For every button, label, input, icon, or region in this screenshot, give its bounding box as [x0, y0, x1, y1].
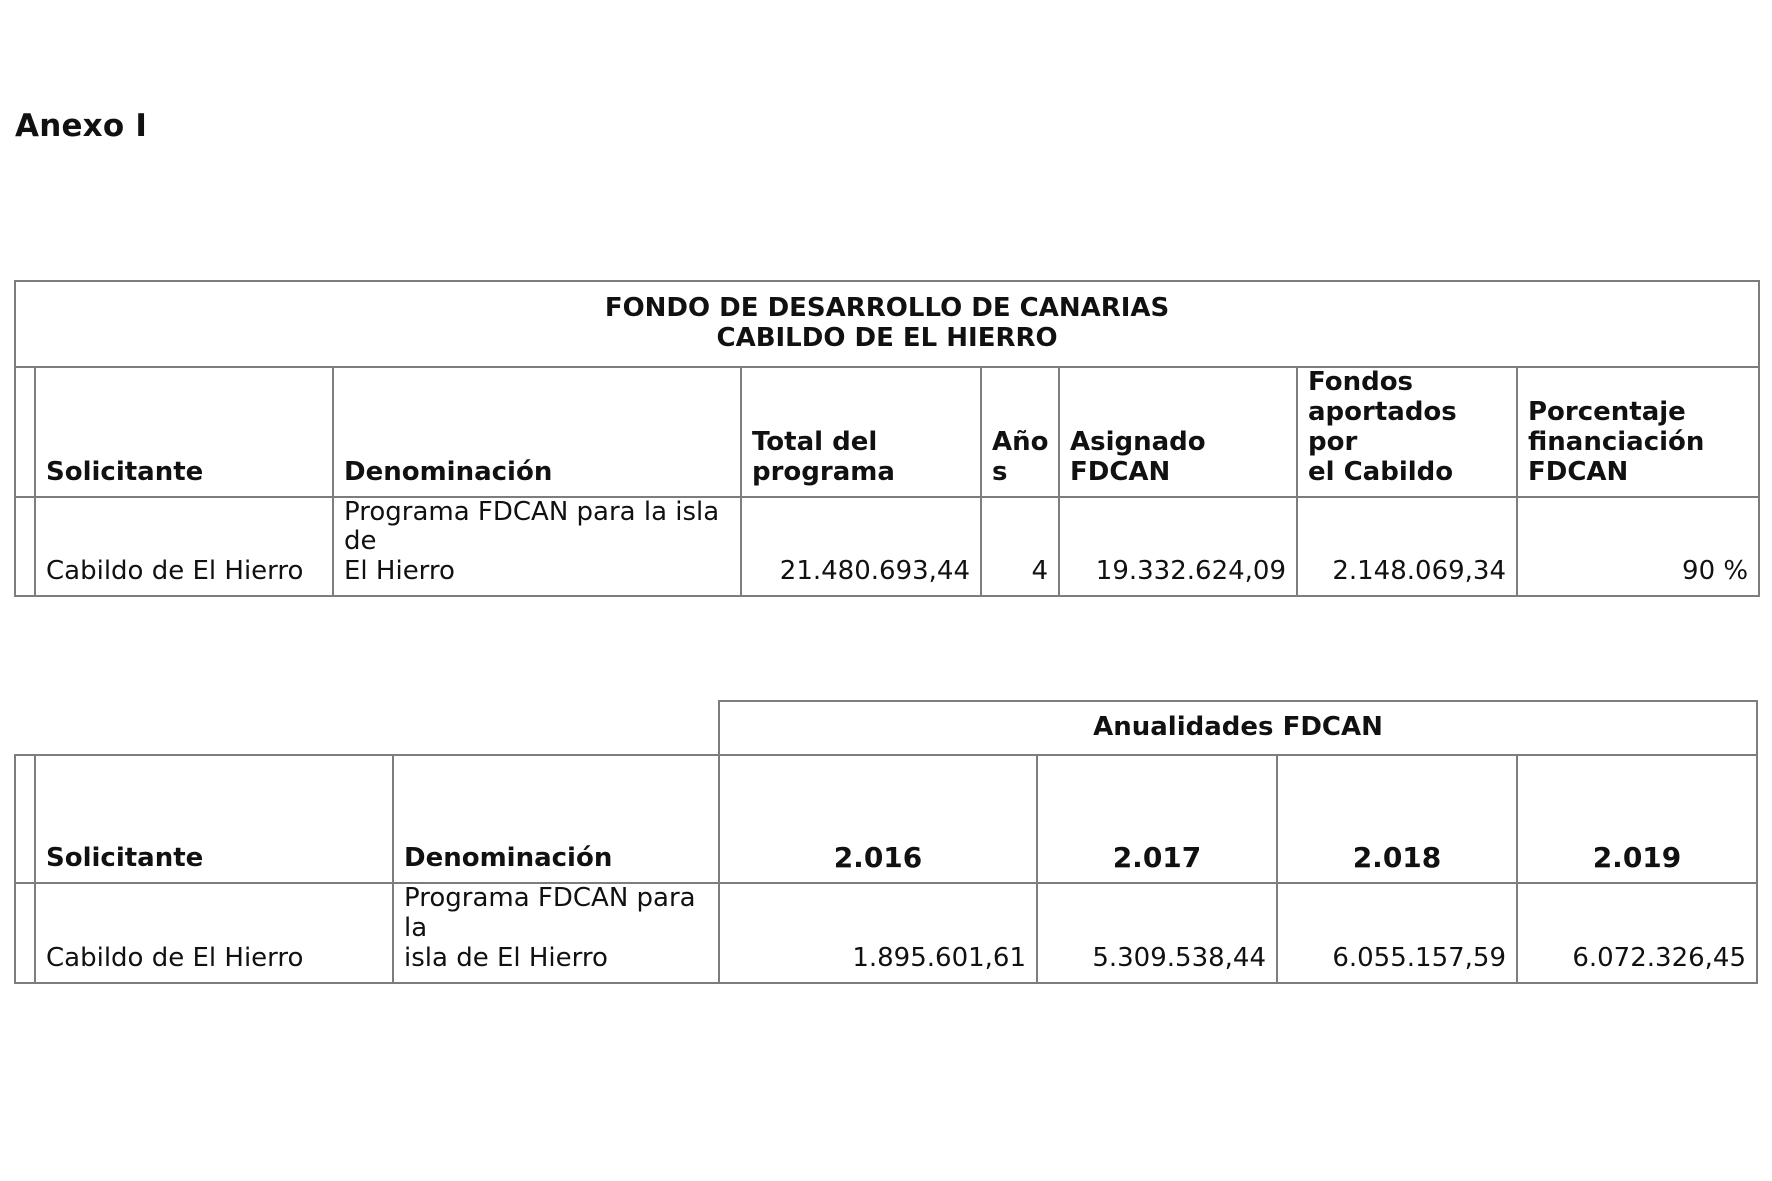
cell-value-2018: 6.055.157,59	[1277, 883, 1517, 983]
table-row	[15, 883, 1757, 983]
group-header-row	[15, 701, 1757, 755]
header-solicitante: Solicitante	[35, 367, 333, 497]
cell-solicitante: Cabildo de El Hierro	[35, 883, 393, 983]
header-row	[15, 755, 1757, 883]
cell-anos: 4	[981, 497, 1059, 597]
leading-cell	[15, 755, 35, 883]
header-year-2017: 2.017	[1037, 755, 1277, 883]
group-header-anualidades: Anualidades FDCAN	[719, 701, 1757, 755]
cell-value-2017: 5.309.538,44	[1037, 883, 1277, 983]
header-denominacion: Denominación	[393, 755, 719, 883]
cell-porcentaje: 90 %	[1517, 497, 1759, 597]
header-denominacion: Denominación	[333, 367, 741, 497]
cell-denominacion: Programa FDCAN para la isla de El Hierro	[393, 883, 719, 983]
header-solicitante: Solicitante	[35, 755, 393, 883]
leading-cell	[15, 883, 35, 983]
table-row	[15, 497, 1759, 597]
header-fondos-cabildo: Fondos aportados por el Cabildo	[1297, 367, 1517, 497]
cell-denominacion: Programa FDCAN para la isla de El Hierro	[333, 497, 741, 597]
blank-cell	[15, 701, 719, 755]
cell-solicitante: Cabildo de El Hierro	[35, 497, 333, 597]
header-total-programa: Total del programa	[741, 367, 981, 497]
header-year-2016: 2.016	[719, 755, 1037, 883]
cell-total-programa: 21.480.693,44	[741, 497, 981, 597]
header-porcentaje: Porcentaje financiación FDCAN	[1517, 367, 1759, 497]
cell-asignado-fdcan: 19.332.624,09	[1059, 497, 1297, 597]
header-row	[15, 367, 1759, 497]
header-asignado-fdcan: Asignado FDCAN	[1059, 367, 1297, 497]
cell-fondos-cabildo: 2.148.069,34	[1297, 497, 1517, 597]
annex-title: Anexo I	[15, 108, 148, 144]
header-year-2019: 2.019	[1517, 755, 1757, 883]
leading-cell	[15, 367, 35, 497]
header-anos: Año s	[981, 367, 1059, 497]
table-title-line2: CABILDO DE EL HIERRO	[716, 323, 1058, 353]
header-year-2018: 2.018	[1277, 755, 1517, 883]
table-title-row	[15, 281, 1759, 367]
table-title	[15, 281, 1759, 367]
anualidades-table	[14, 700, 1758, 984]
leading-cell	[15, 497, 35, 597]
cell-value-2016: 1.895.601,61	[719, 883, 1037, 983]
table-title-line1: FONDO DE DESARROLLO DE CANARIAS	[604, 293, 1170, 324]
fdcan-summary-table	[14, 280, 1760, 597]
cell-value-2019: 6.072.326,45	[1517, 883, 1757, 983]
